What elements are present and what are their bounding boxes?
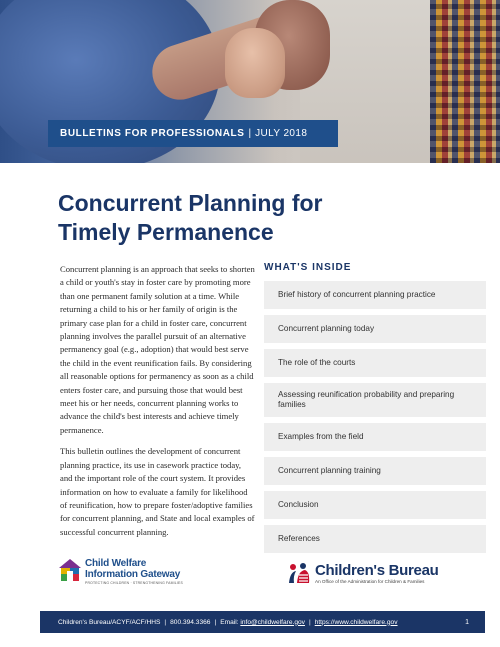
footer-separator: | [164,618,167,626]
childrens-bureau-logo[interactable] [287,562,439,584]
footer-separator: | [308,618,311,626]
toc-item-examples[interactable] [264,423,486,451]
toc-item-references[interactable] [264,525,486,553]
toc-item-label: Concurrent planning today [278,324,375,333]
toc-item-today[interactable] [264,315,486,343]
footer-email-link[interactable]: info@childwelfare.gov [240,618,305,626]
hero-plaid [430,0,500,163]
series-label: BULLETINS FOR PROFESSIONALS [60,128,245,139]
footer-email-label: Email: [220,618,239,626]
toc-item-training[interactable] [264,457,486,485]
toc-item-history[interactable] [264,281,486,309]
footer-bar [40,611,485,633]
footer-separator: | [214,618,217,626]
toc-item-label: Conclusion [278,500,319,509]
toc-item-label: Concurrent planning training [278,466,381,475]
publication-date: JULY 2018 [255,128,308,139]
toc-item-label: Examples from the field [278,432,364,441]
whats-inside-heading: WHAT'S INSIDE [264,262,352,273]
cwig-name-line-2: Information Gateway [85,569,181,580]
intro-text [60,263,255,547]
page-title [58,189,458,247]
hero-child-fist [225,28,285,98]
page-number: 1 [465,618,469,626]
page-title-line-2: Timely Permanence [58,219,274,245]
cwig-tagline: PROTECTING CHILDREN · STRENGTHENING FAMILIES [85,581,183,585]
toc-item-label: References [278,534,320,543]
toc-item-label: The role of the courts [278,358,356,367]
page-title-line-1: Concurrent Planning for [58,190,323,216]
intro-paragraph-1: Concurrent planning is an approach that seeks to shorten a child or youth's stay in foster care by promoting more than one permanent family solution at a time. While returning a child to his or her family of origin is the primary case plan for a child in foster care, concurrent planning involves the parallel pursuit of an alternative permanency goal (e.g., adoption) that would best serve the child in the event reunification fails. By considering all reasonable options for permanency as soon as a child enters foster care, and pursuing those that would best meet his or her needs, concurrent planning works to advance the child's best interests and achieve timely permanence. [60,264,255,435]
cwig-name-line-1: Child Welfare [85,558,147,569]
toc-item-assessing[interactable] [264,383,486,417]
whats-inside [264,262,486,559]
childrens-bureau-icon [287,562,311,584]
series-banner [48,120,338,147]
childrens-bureau-subtitle: An Office of the Administration for Children & Families [315,578,425,584]
cwig-logo[interactable] [58,558,183,585]
house-icon [58,558,82,582]
toc-item-courts[interactable] [264,349,486,377]
footer-website-link[interactable]: https://www.childwelfare.gov [314,618,398,626]
banner-separator: | [248,128,252,139]
childrens-bureau-name: Children's Bureau [315,561,439,579]
toc-item-label: Brief history of concurrent planning practice [278,290,436,299]
intro-paragraph-2: This bulletin outlines the development of concurrent planning practice, its use in casework practice today, and the important role of the court system. It provides information on how to evaluate a family for likelihood of reunification, how to prepare foster/adoptive families for concurrent planning, and State and local examples of successful concurrent planning. [60,446,255,537]
toc-item-conclusion[interactable] [264,491,486,519]
footer-org: Children's Bureau/ACYF/ACF/HHS [58,618,161,626]
toc-item-label: Assessing reunification probability and preparing families [278,390,455,409]
footer-phone[interactable]: 800.394.3366 [170,618,211,626]
